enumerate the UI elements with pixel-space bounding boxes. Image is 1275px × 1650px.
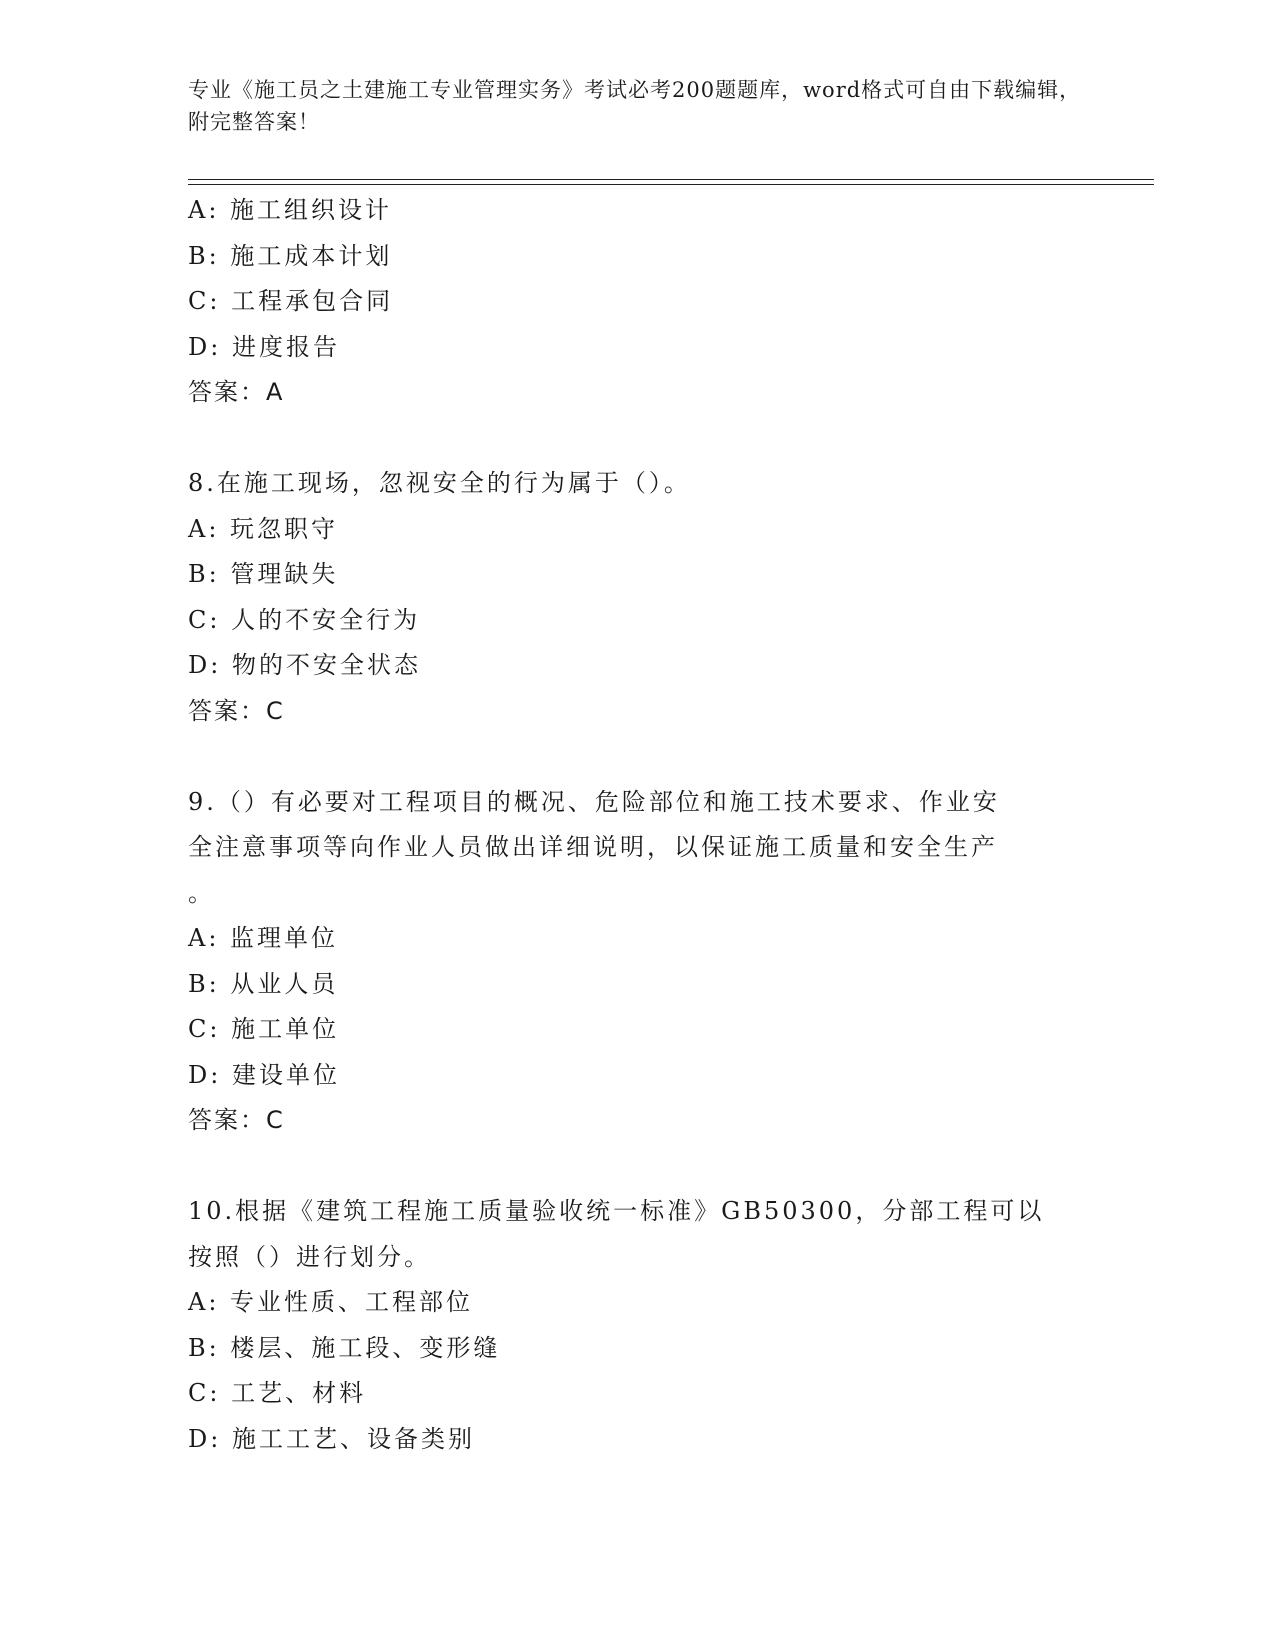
question-9: [188, 780, 1068, 1144]
option-c: C: 工程承包合同: [188, 287, 394, 315]
answer-line: 答案：A: [188, 378, 285, 406]
answer-line: 答案：C: [188, 696, 285, 725]
option-b: B: 管理缺失: [188, 560, 339, 588]
option-a: A: 玩忽职守: [188, 514, 339, 543]
option-a: A: 监理单位: [188, 924, 339, 952]
option-b: B: 施工成本计划: [188, 241, 393, 270]
option-d: D: 物的不安全状态: [188, 651, 421, 679]
answer-line: 答案：C: [188, 1106, 285, 1134]
spacer: [188, 416, 1068, 462]
option-c: C: 施工单位: [188, 1015, 340, 1043]
option-d: D: 进度报告: [188, 332, 340, 361]
option-c: C: 工艺、材料: [188, 1379, 367, 1407]
question-stem-line-3: 。: [188, 878, 215, 907]
option-d: D: 建设单位: [188, 1060, 340, 1089]
question-list: [188, 188, 1068, 1462]
question-stem-line-1: 9.（）有必要对工程项目的概况、危险部位和施工技术要求、作业安: [188, 787, 1000, 816]
spacer: [188, 1144, 1068, 1190]
question-10: [188, 1189, 1068, 1462]
option-c: C: 人的不安全行为: [188, 605, 421, 634]
header-rule-bottom: [188, 184, 1154, 185]
document-header: 专业《施工员之土建施工专业管理实务》考试必考200题题库，word格式可自由下载编辑，附完整答案！: [188, 78, 1082, 134]
option-d: D: 施工工艺、设备类别: [188, 1424, 475, 1453]
question-stem-line-2: 全注意事项等向作业人员做出详细说明，以保证施工质量和安全生产: [188, 833, 998, 861]
question-8: [188, 461, 1068, 734]
question-stem-line-2: 按照（）进行划分。: [188, 1242, 431, 1271]
question-7: [188, 188, 1068, 416]
header-rule-top: [188, 179, 1154, 180]
question-stem: 8.在施工现场，忽视安全的行为属于（）。: [188, 469, 691, 497]
question-stem-line-1: 10.根据《建筑工程施工质量验收统一标准》GB50300，分部工程可以: [188, 1197, 1045, 1225]
option-b: B: 从业人员: [188, 969, 339, 998]
spacer: [188, 734, 1068, 780]
option-a: A: 专业性质、工程部位: [188, 1288, 474, 1316]
option-a: A: 施工组织设计: [188, 196, 393, 224]
option-b: B: 楼层、施工段、变形缝: [188, 1333, 501, 1362]
